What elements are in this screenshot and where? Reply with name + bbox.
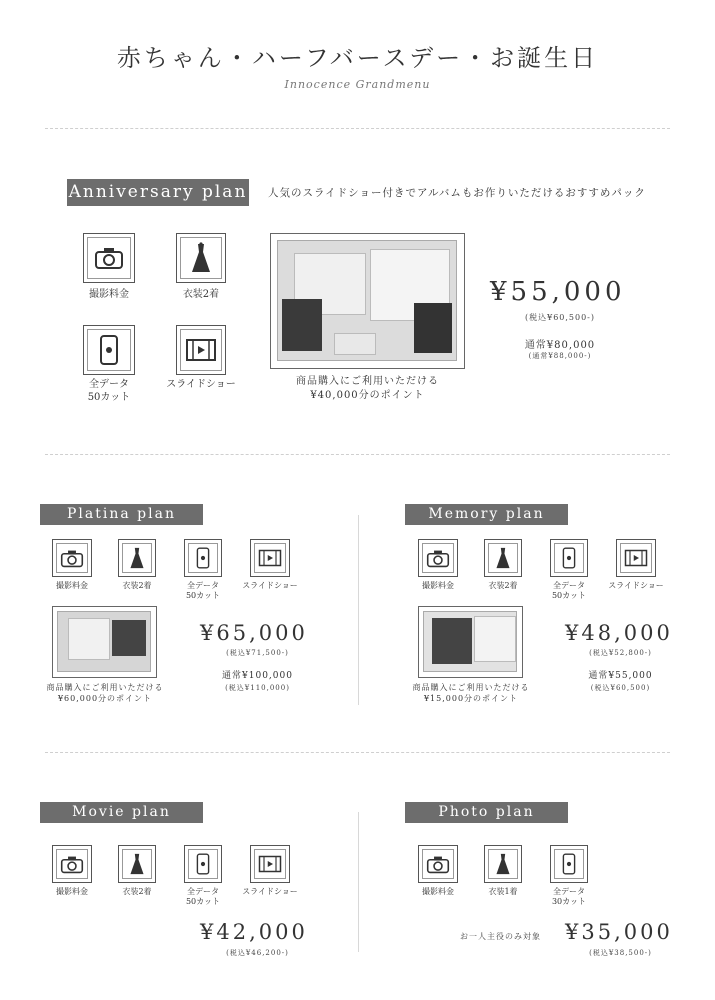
photo-fee-label: 撮影料金	[56, 887, 88, 896]
camera-icon	[418, 845, 458, 883]
album-photo	[423, 611, 517, 672]
platina-regular-tax: (税込¥110,000)	[225, 684, 290, 692]
album-photo	[57, 611, 151, 672]
all-data-label: 全データ 50カット	[185, 581, 221, 601]
memory-photo-frame	[418, 606, 523, 678]
dress-icon	[176, 233, 226, 283]
anniversary-tagline: 人気のスライドショー付きでアルバムもお作りいただけるおすすめパック	[268, 187, 646, 199]
page-title: 赤ちゃん・ハーフバースデー・お誕生日	[116, 44, 599, 72]
column-divider	[358, 812, 359, 952]
album-photo	[277, 240, 457, 361]
slideshow-label: スライドショー	[242, 581, 298, 590]
anniversary-plan-title: Anniversary plan	[67, 179, 249, 206]
anniversary-regular: 通常¥80,000	[524, 340, 596, 351]
anniversary-price: ¥55,000	[490, 277, 626, 307]
phone-icon	[550, 539, 588, 577]
memory-regular-tax: (税込¥60,500)	[590, 684, 651, 692]
costume-label: 衣装2着	[122, 887, 152, 896]
photo-fee-label: 撮影料金	[89, 289, 129, 300]
platina-regular: 通常¥100,000	[222, 671, 293, 681]
all-data-label: 全データ 50カット	[551, 581, 587, 601]
photo-tax: (税込¥38,500-)	[589, 949, 652, 957]
memory-plan-title: Memory plan	[405, 504, 568, 525]
costume-label: 衣装1着	[488, 887, 518, 896]
phone-icon	[550, 845, 588, 883]
all-data-label: 全データ 50カット	[185, 887, 221, 907]
movie-tax: (税込¥46,200-)	[226, 949, 289, 957]
photo-plan-note: お一人主役のみ対象	[460, 932, 541, 941]
script-subtitle: Innocence Grandmenu	[284, 78, 431, 91]
platina-tax: (税込¥71,500-)	[226, 649, 289, 657]
anniversary-photo-frame	[270, 233, 465, 369]
platina-points: 商品購入にご利用いただける ¥60,000分のポイント	[46, 683, 164, 704]
all-data-label: 全データ 50カット	[87, 379, 131, 403]
platina-photo-frame	[52, 606, 157, 678]
photo-price: ¥35,000	[565, 920, 673, 944]
phone-icon	[83, 325, 135, 375]
anniversary-regular-tax: (通常¥88,000-)	[528, 352, 592, 360]
platina-price: ¥65,000	[200, 621, 308, 645]
divider	[45, 454, 670, 455]
memory-regular: 通常¥55,000	[588, 671, 653, 681]
camera-icon	[83, 233, 135, 283]
photo-fee-label: 撮影料金	[422, 581, 454, 590]
platina-plan-title: Platina plan	[40, 504, 203, 525]
film-icon	[176, 325, 226, 375]
memory-tax: (税込¥52,800-)	[589, 649, 652, 657]
camera-icon	[52, 539, 92, 577]
dress-icon	[484, 845, 522, 883]
memory-points: 商品購入にご利用いただける ¥15,000分のポイント	[412, 683, 530, 704]
camera-icon	[418, 539, 458, 577]
phone-icon	[184, 539, 222, 577]
slideshow-label: スライドショー	[242, 887, 298, 896]
anniversary-points: 商品購入にご利用いただける ¥40,000分のポイント	[296, 376, 439, 401]
costume-label: 衣装2着	[488, 581, 518, 590]
slideshow-label: スライドショー	[608, 581, 664, 590]
film-icon	[616, 539, 656, 577]
costume-label: 衣装2着	[182, 289, 220, 300]
all-data-label: 全データ 30カット	[551, 887, 587, 907]
camera-icon	[52, 845, 92, 883]
phone-icon	[184, 845, 222, 883]
divider	[45, 752, 670, 753]
dress-icon	[118, 845, 156, 883]
photo-fee-label: 撮影料金	[422, 887, 454, 896]
memory-price: ¥48,000	[565, 621, 673, 645]
costume-label: 衣装2着	[122, 581, 152, 590]
dress-icon	[484, 539, 522, 577]
movie-price: ¥42,000	[200, 920, 308, 944]
column-divider	[358, 515, 359, 705]
photo-plan-title: Photo plan	[405, 802, 568, 823]
anniversary-tax: (税込¥60,500-)	[524, 313, 596, 322]
film-icon	[250, 539, 290, 577]
slideshow-label: スライドショー	[166, 379, 236, 390]
dress-icon	[118, 539, 156, 577]
divider	[45, 128, 670, 129]
movie-plan-title: Movie plan	[40, 802, 203, 823]
film-icon	[250, 845, 290, 883]
photo-fee-label: 撮影料金	[56, 581, 88, 590]
